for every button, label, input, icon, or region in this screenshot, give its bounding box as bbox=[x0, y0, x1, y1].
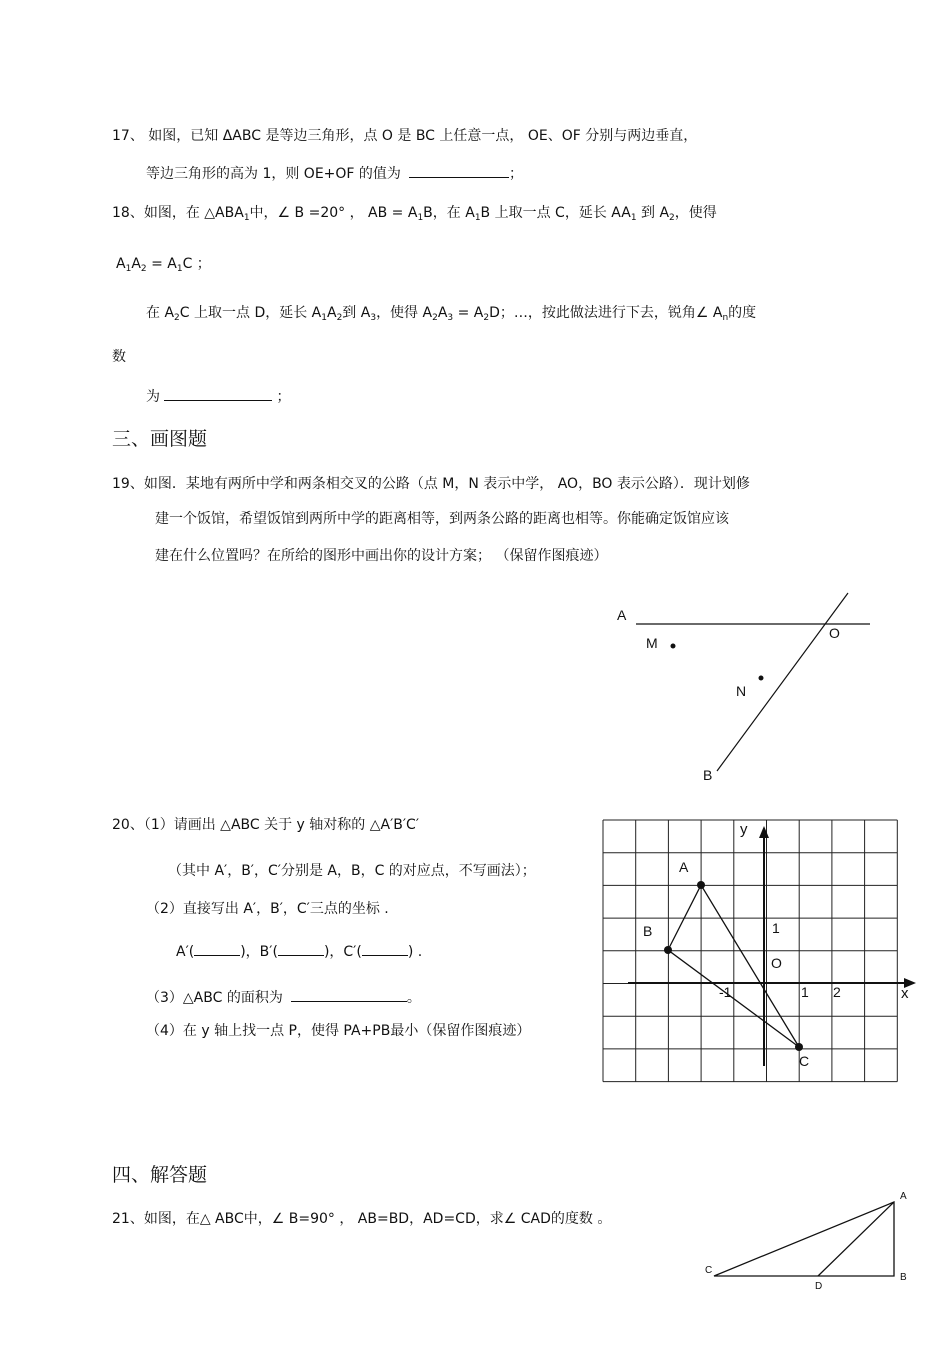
label-d-21: D bbox=[815, 1281, 823, 1292]
q18-sub: 1 bbox=[630, 213, 637, 223]
label-b: B bbox=[643, 923, 653, 939]
q18-l3: ，使得 A bbox=[376, 305, 433, 321]
tick-1-x: 1 bbox=[801, 984, 809, 1000]
q17-line2-end: ； bbox=[508, 166, 523, 182]
q17-line1: 17、 如图，已知 ΔABC 是等边三角形，点 O 是 BC 上任意一点， OE、OF 分别与两边垂直， bbox=[112, 128, 698, 144]
q18-l3: = A bbox=[453, 305, 484, 321]
q20-coord-end: ) . bbox=[407, 944, 423, 960]
q18-text-e: 到 A bbox=[641, 205, 670, 221]
q20-line1: 20、（1）请画出 △ABC 关于 y 轴对称的 △A′B′C′ bbox=[112, 817, 419, 833]
q18-l3: A bbox=[326, 305, 337, 321]
q18-sub: 3 bbox=[370, 313, 377, 323]
label-c: C bbox=[799, 1053, 810, 1069]
q18-l3: 在 A bbox=[146, 305, 175, 321]
q18-sub: 2 bbox=[140, 264, 147, 274]
label-a: A bbox=[617, 607, 627, 623]
label-a: A bbox=[679, 859, 689, 875]
y-label: y bbox=[740, 821, 748, 838]
q18-triangle: △ABA bbox=[204, 205, 244, 221]
q20-coord-a: A′( bbox=[176, 944, 195, 960]
q20-line2: （其中 A′，B′，C′分别是 A，B，C 的对应点，不写画法）； bbox=[168, 863, 536, 879]
q18-sub: n bbox=[722, 313, 729, 323]
tick-minus1-x: -1 bbox=[719, 984, 732, 1000]
q18-text-c: B，在 A bbox=[423, 205, 475, 221]
label-a-21: A bbox=[900, 1191, 907, 1202]
label-o: O bbox=[829, 625, 840, 641]
q19-line1: 19、如图．某地有两所中学和两条相交叉的公路（点 M，N 表示中学， AO，BO 表示公路）．现计划修 bbox=[112, 476, 750, 492]
q18-l3: 的度 bbox=[728, 305, 757, 321]
segment-ad bbox=[818, 1202, 894, 1276]
x-label: x bbox=[901, 985, 909, 1002]
q18-text-d: B 上取一点 C，延长 AA bbox=[480, 205, 631, 221]
q20-line6: （4）在 y 轴上找一点 P，使得 PA+PB最小（保留作图痕迹） bbox=[146, 1023, 531, 1039]
q18-sub: 2 bbox=[432, 313, 438, 323]
q18-sub: 2 bbox=[174, 313, 180, 323]
q21-line1: 21、如图，在△ ABC中，∠ B=90° ， AB=BD，AD=CD，求∠ CAD的度数 。 bbox=[112, 1211, 612, 1227]
tick-2-x: 2 bbox=[833, 984, 841, 1000]
q18-eq: A bbox=[131, 256, 141, 272]
q19-line2: 建一个饭馆，希望饭馆到两所中学的距离相等，到两条公路的距离也相等。你能确定饭馆应该 bbox=[155, 511, 729, 527]
label-b-21: B bbox=[900, 1272, 907, 1283]
label-b: B bbox=[703, 767, 713, 783]
q18-sub: 1 bbox=[243, 213, 250, 223]
q20-area-text: （3）△ABC 的面积为 bbox=[146, 990, 283, 1006]
q18-sub: 1 bbox=[176, 264, 183, 274]
label-n: N bbox=[736, 683, 747, 699]
q18-sub: 2 bbox=[669, 213, 675, 223]
q18-text-b: 中，∠ B =20° ， AB = A bbox=[249, 205, 418, 221]
tick-1-y: 1 bbox=[772, 920, 780, 936]
q20-coord-b: )，B′( bbox=[240, 944, 278, 960]
q18-text-f: ，使得 bbox=[674, 205, 717, 221]
q18-sub: 3 bbox=[447, 313, 454, 323]
label-c-21: C bbox=[705, 1265, 713, 1276]
q18-l5-end: ； bbox=[276, 389, 291, 405]
triangle-abc-21 bbox=[714, 1202, 894, 1276]
q18-eq: A bbox=[116, 256, 126, 272]
q18-sub: 2 bbox=[483, 313, 490, 323]
q18-sub: 1 bbox=[417, 213, 424, 223]
q18-eq: = A bbox=[146, 256, 177, 272]
section-heading-3: 三、画图题 bbox=[112, 428, 208, 450]
q20-area-end: 。 bbox=[406, 990, 421, 1006]
origin-label: O bbox=[771, 955, 782, 971]
q18-text-a: 18、如图，在 bbox=[112, 205, 200, 221]
label-m: M bbox=[646, 635, 658, 651]
q20-line3: （2）直接写出 A′，B′，C′三点的坐标 . bbox=[146, 901, 389, 917]
q18-l5-text: 为 bbox=[146, 389, 160, 405]
q18-sub: 1 bbox=[125, 264, 132, 274]
q18-sub: 1 bbox=[321, 313, 327, 323]
q18-l3: 到 A bbox=[342, 305, 371, 321]
q17-line2-text: 等边三角形的高为 1，则 OE+OF 的值为 bbox=[146, 166, 401, 182]
q19-line3: 建在什么位置吗？在所给的图形中画出你的设计方案； （保留作图痕迹） bbox=[155, 548, 608, 564]
q18-sub: 2 bbox=[336, 313, 343, 323]
q20-coord-c: )，C′( bbox=[323, 944, 362, 960]
q18-eq: C ； bbox=[182, 256, 211, 272]
q18-sub: 1 bbox=[474, 213, 481, 223]
q18-line4: 数 bbox=[112, 349, 126, 365]
q18-l3: A bbox=[437, 305, 448, 321]
q18-l3: D；…，按此做法进行下去，锐角∠ A bbox=[489, 305, 723, 321]
section-heading-4: 四、解答题 bbox=[112, 1164, 208, 1186]
q18-l3: C 上取一点 D，延长 A bbox=[179, 305, 322, 321]
